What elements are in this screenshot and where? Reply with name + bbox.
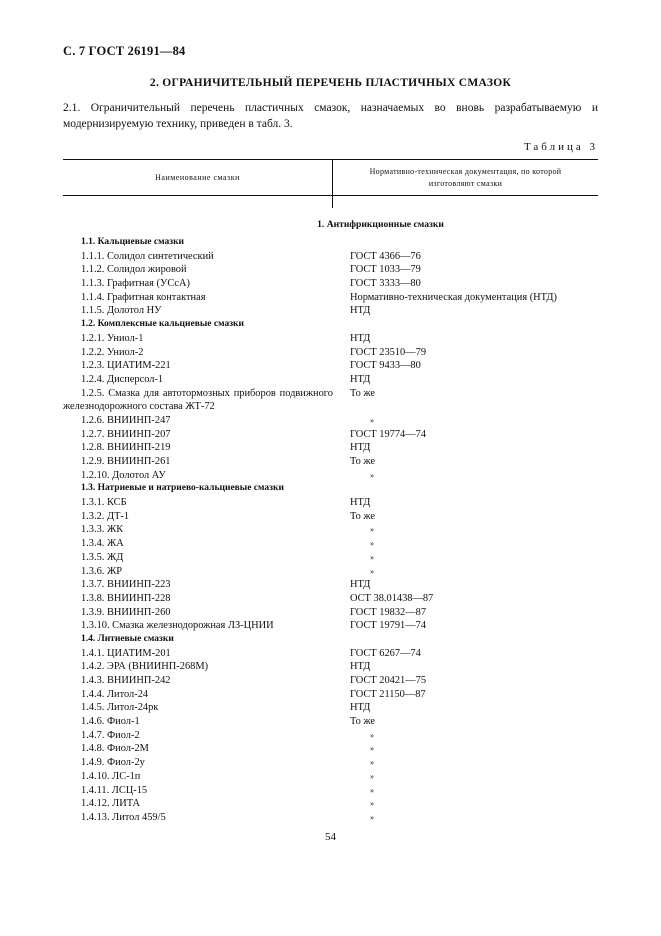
lubricant-name: 1.4.6. Фиол-1 <box>81 716 140 728</box>
table-row <box>63 250 598 264</box>
documentation-ref: » <box>370 758 374 768</box>
table-row <box>63 606 598 620</box>
documentation-ref: ГОСТ 19832—87 <box>350 606 427 618</box>
lubricant-name: 1.4.12. ЛИТА <box>81 798 141 810</box>
table-row <box>63 441 598 455</box>
documentation-ref: » <box>370 552 374 562</box>
table-row <box>63 784 598 798</box>
table-row <box>63 660 598 674</box>
documentation-ref: НТД <box>350 332 371 344</box>
documentation-ref: То же <box>350 510 376 522</box>
table-caption: Таблица 3 <box>523 141 598 153</box>
category-heading: 1.1. Кальциевые смазки <box>81 237 185 247</box>
table-row <box>63 455 598 469</box>
documentation-ref: НТД <box>350 661 371 673</box>
documentation-ref: ГОСТ 19774—74 <box>350 428 427 440</box>
lubricant-name: 1.1.4. Графитная контактная <box>81 291 206 303</box>
lubricant-name: 1.3.2. ДТ-1 <box>81 510 130 522</box>
category-heading: 1.2. Комплексные кальциевые смазки <box>81 319 244 330</box>
table-row <box>63 742 598 756</box>
page-header: С. 7 ГОСТ 26191—84 <box>63 44 186 58</box>
table-row <box>63 701 598 715</box>
lubricant-name: 1.1.5. Долотол НУ <box>81 305 162 317</box>
lubricant-name: 1.2.10. Долотол АУ <box>81 469 166 481</box>
lubricant-name: 1.2.1. Униол-1 <box>81 332 144 344</box>
table-row <box>63 797 598 811</box>
documentation-ref: » <box>370 415 374 425</box>
page-number: 54 <box>325 831 336 843</box>
lubricant-name: 1.4.4. Литол-24 <box>81 688 149 700</box>
table-row <box>63 592 598 606</box>
documentation-ref: » <box>370 785 374 795</box>
table-row <box>63 688 598 702</box>
lubricant-name: 1.3.7. ВНИИНП-223 <box>81 579 171 591</box>
lubricant-name: 1.4.9. Фиол-2у <box>81 757 145 769</box>
lubricant-name: 1.2.9. ВНИИНП-261 <box>81 456 171 468</box>
table-header-row <box>63 160 598 195</box>
documentation-ref: То же <box>350 716 376 728</box>
documentation-ref: ГОСТ 20421—75 <box>350 675 427 687</box>
documentation-ref: » <box>370 771 374 781</box>
lubricant-name: 1.2.2. Униол-2 <box>81 346 144 358</box>
lubricant-name: 1.3.8. ВНИИНП-228 <box>81 592 171 604</box>
column-divider-stub <box>332 196 598 208</box>
lubricant-name: 1.1.1. Солидол синтетический <box>81 250 214 262</box>
lubricant-name: 1.1.3. Графитная (УСсА) <box>81 278 190 290</box>
lubricant-name: 1.3.6. ЖР <box>81 565 123 577</box>
lubricant-name: 1.4.8. Фиол-2М <box>81 743 149 755</box>
lubricant-name: 1.4.11. ЛСЦ-15 <box>81 784 148 796</box>
documentation-ref: ГОСТ 4366—76 <box>350 250 421 262</box>
documentation-ref: Нормативно-техническая документация (НТД) <box>350 291 557 303</box>
lubricant-name: 1.3.10. Смазка железнодорожная ЛЗ-ЦНИИ <box>81 620 274 632</box>
documentation-ref: НТД <box>350 579 371 591</box>
documentation-ref: » <box>370 566 374 576</box>
documentation-ref: ГОСТ 3333—80 <box>350 278 421 290</box>
lubricant-name: 1.3.4. ЖА <box>81 538 124 550</box>
documentation-ref: То же <box>350 456 376 468</box>
table-row <box>63 332 598 346</box>
column-header-name: Наименование смазки <box>155 173 240 182</box>
table-row <box>63 537 598 551</box>
table-row <box>63 263 598 277</box>
documentation-ref: » <box>370 744 374 754</box>
documentation-ref: ГОСТ 23510—79 <box>350 346 427 358</box>
table-row <box>63 359 598 373</box>
table-row <box>63 523 598 537</box>
table-row <box>63 346 598 360</box>
table-row <box>63 715 598 729</box>
section-title: 2. ОГРАНИЧИТЕЛЬНЫЙ ПЕРЕЧЕНЬ ПЛАСТИЧНЫХ СМАЗОК <box>149 77 512 89</box>
documentation-ref: » <box>370 539 374 549</box>
lubricant-name: 1.2.4. Дисперсол-1 <box>81 373 164 385</box>
table-row <box>63 551 598 565</box>
category-heading: 1.4. Литиевые смазки <box>81 633 174 644</box>
documentation-ref: » <box>370 525 374 535</box>
lubricant-name: 1.3.1. КСБ <box>81 497 127 509</box>
documentation-ref: НТД <box>350 305 371 317</box>
table-row <box>63 565 598 579</box>
documentation-ref: НТД <box>350 497 371 509</box>
table-row <box>63 647 598 661</box>
lubricant-name: 1.2.8. ВНИИНП-219 <box>81 442 171 454</box>
table-row <box>63 277 598 291</box>
documentation-ref: » <box>370 812 374 822</box>
table-row <box>63 619 598 633</box>
lubricants-table <box>63 159 598 825</box>
table-row <box>63 387 598 414</box>
table-row <box>63 510 598 524</box>
documentation-ref: ГОСТ 21150—87 <box>350 688 426 700</box>
table-row <box>63 428 598 442</box>
documentation-ref: НТД <box>350 442 371 454</box>
lubricant-name: 1.3.9. ВНИИНП-260 <box>81 606 171 618</box>
lubricant-name: 1.4.3. ВНИИНП-242 <box>81 675 171 687</box>
documentation-ref: То же <box>350 387 376 399</box>
documentation-ref: НТД <box>350 702 371 714</box>
documentation-ref: ГОСТ 9433—80 <box>350 360 421 372</box>
documentation-ref: » <box>370 470 374 480</box>
table-row <box>63 414 598 428</box>
documentation-ref: НТД <box>350 373 371 385</box>
table-row <box>63 770 598 784</box>
table-row <box>63 304 598 318</box>
lubricant-name: 1.4.13. Литол 459/5 <box>81 811 166 823</box>
lubricant-name: 1.4.7. Фиол-2 <box>81 729 140 741</box>
documentation-ref: ГОСТ 6267—74 <box>350 647 421 659</box>
documentation-ref: ГОСТ 19791—74 <box>350 620 427 632</box>
lubricant-name: 1.4.1. ЦИАТИМ-201 <box>81 647 171 659</box>
lubricant-name: 1.2.3. ЦИАТИМ-221 <box>81 360 171 372</box>
lubricant-name: 1.2.5. Смазка для автотормозных приборов подвижного железнодорожного состава ЖТ-72 <box>63 387 333 413</box>
table-row <box>63 729 598 743</box>
intro-paragraph: 2.1. Ограничительный перечень пластичных смазок, назначаемых во вновь разрабатываемую и модернизируемую технику, приведен в табл. 3. <box>63 102 598 130</box>
table-row <box>63 469 598 483</box>
lubricant-name: 1.1.2. Солидол жировой <box>81 264 187 276</box>
lubricant-name: 1.3.5. ЖД <box>81 551 124 563</box>
table-row <box>63 578 598 592</box>
table-row <box>63 496 598 510</box>
lubricant-name: 1.4.2. ЭРА (ВНИИНП-268М) <box>81 661 209 673</box>
documentation-ref: ГОСТ 1033—79 <box>350 264 421 276</box>
table-row <box>63 756 598 770</box>
documentation-ref: » <box>370 730 374 740</box>
lubricant-name: 1.4.5. Литол-24рк <box>81 702 159 714</box>
lubricant-name: 1.2.6. ВНИИНП-247 <box>81 414 171 426</box>
main-heading: 1. Антифрикционные смазки <box>317 219 444 230</box>
category-heading: 1.3. Натриевые и натриево-кальциевые смазки <box>81 483 284 494</box>
table-row <box>63 674 598 688</box>
lubricant-name: 1.2.7. ВНИИНП-207 <box>81 428 171 440</box>
lubricant-name: 1.3.3. ЖК <box>81 524 124 536</box>
table-row <box>63 291 598 305</box>
column-header-documentation: Нормативно-техническая документация, по которой изготовляют смазки <box>369 166 562 188</box>
lubricant-name: 1.4.10. ЛС-1п <box>81 770 141 782</box>
documentation-ref: ОСТ 38.01438—87 <box>350 592 434 604</box>
documentation-ref: » <box>370 799 374 809</box>
table-row <box>63 811 598 825</box>
table-body <box>63 236 598 825</box>
table-row <box>63 373 598 387</box>
